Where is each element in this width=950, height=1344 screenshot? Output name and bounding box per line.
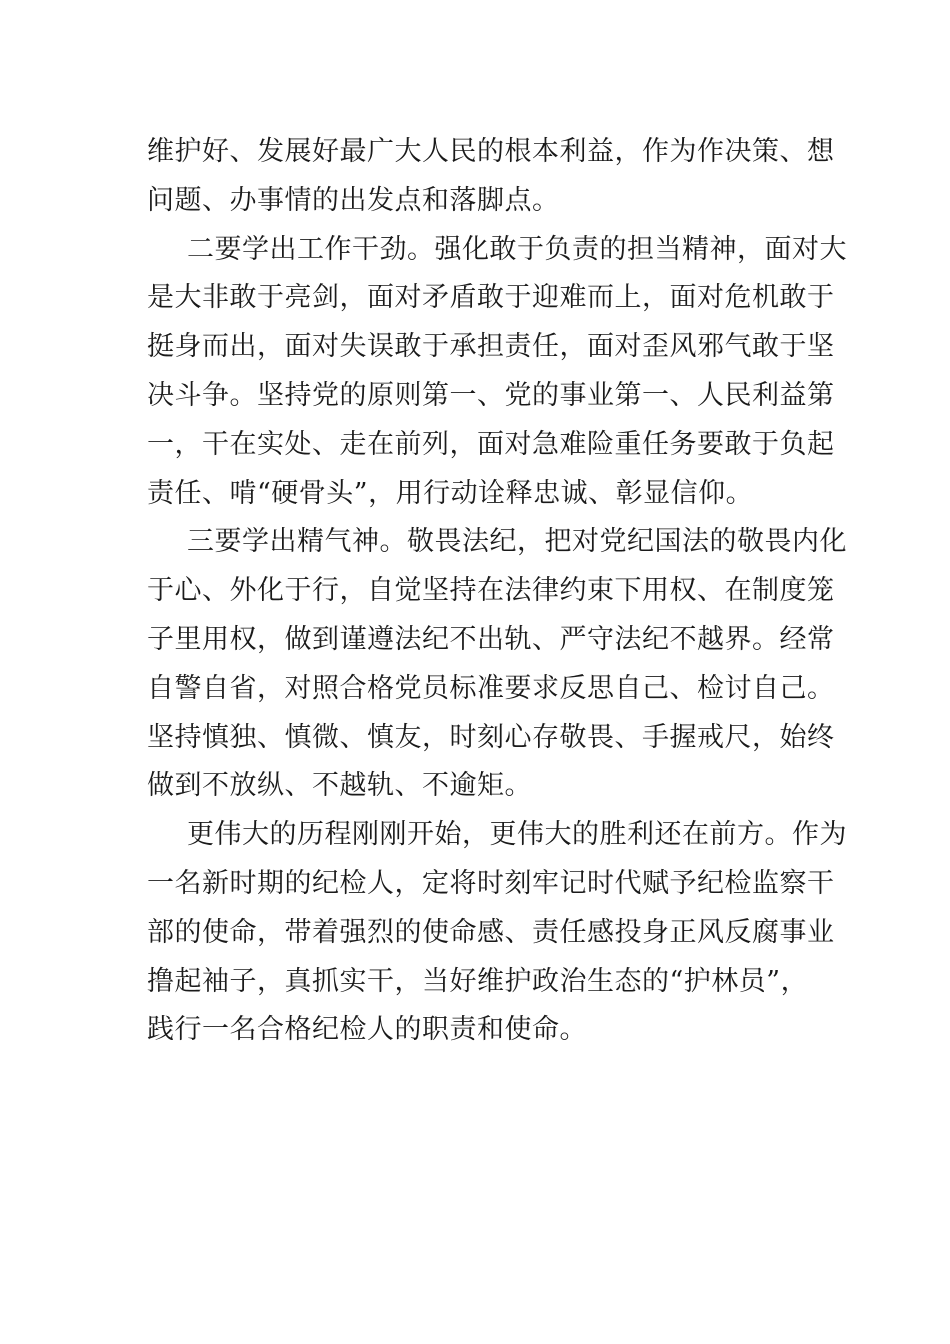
text-line: 于心、外化于行，自觉坚持在法律约束下用权、在制度笼 [147, 575, 835, 607]
text-line: 自警自省，对照合格党员标准要求反思自己、检讨自己。 [147, 672, 835, 704]
text-line: 部的使命，带着强烈的使命感、责任感投身正风反腐事业 [147, 916, 835, 948]
text-line: 责任、啃“硬骨头”，用行动诠释忠诚、彰显信仰。 [147, 477, 754, 509]
text-line: 决斗争。坚持党的原则第一、党的事业第一、人民利益第 [147, 379, 835, 411]
paragraph-work-drive [147, 226, 847, 519]
text-line: 三要学出精气神。敬畏法纪，把对党纪国法的敬畏内化 [187, 526, 847, 558]
text-line: 一，干在实处、走在前列，面对急难险重任务要敢于负起 [147, 428, 835, 460]
paragraph-spirit [147, 518, 847, 811]
text-line: 更伟大的历程刚刚开始，更伟大的胜利还在前方。作为 [187, 819, 847, 851]
text-line: 撸起袖子，真抓实干，当好维护政治生态的“护林员”， [147, 965, 809, 997]
text-line: 子里用权，做到谨遵法纪不出轨、严守法纪不越界。经常 [147, 623, 835, 655]
text-line: 践行一名合格纪检人的职责和使命。 [147, 1014, 587, 1046]
paragraph-conclusion [147, 811, 847, 1055]
text-line: 坚持慎独、慎微、慎友，时刻心存敬畏、手握戒尺，始终 [147, 721, 835, 753]
text-line: 做到不放纵、不越轨、不逾矩。 [147, 770, 532, 802]
text-line: 挺身而出，面对失误敢于承担责任，面对歪风邪气敢于坚 [147, 331, 835, 363]
text-line: 问题、办事情的出发点和落脚点。 [147, 184, 560, 216]
text-line: 一名新时期的纪检人，定将时刻牢记时代赋予纪检监察干 [147, 867, 835, 899]
text-line: 是大非敢于亮剑，面对矛盾敢于迎难而上，面对危机敢于 [147, 282, 835, 314]
paragraph-continuation [147, 128, 835, 226]
document-body [147, 128, 847, 1055]
text-line: 维护好、发展好最广大人民的根本利益，作为作决策、想 [147, 136, 835, 167]
text-line: 二要学出工作干劲。强化敢于负责的担当精神，面对大 [187, 233, 847, 265]
